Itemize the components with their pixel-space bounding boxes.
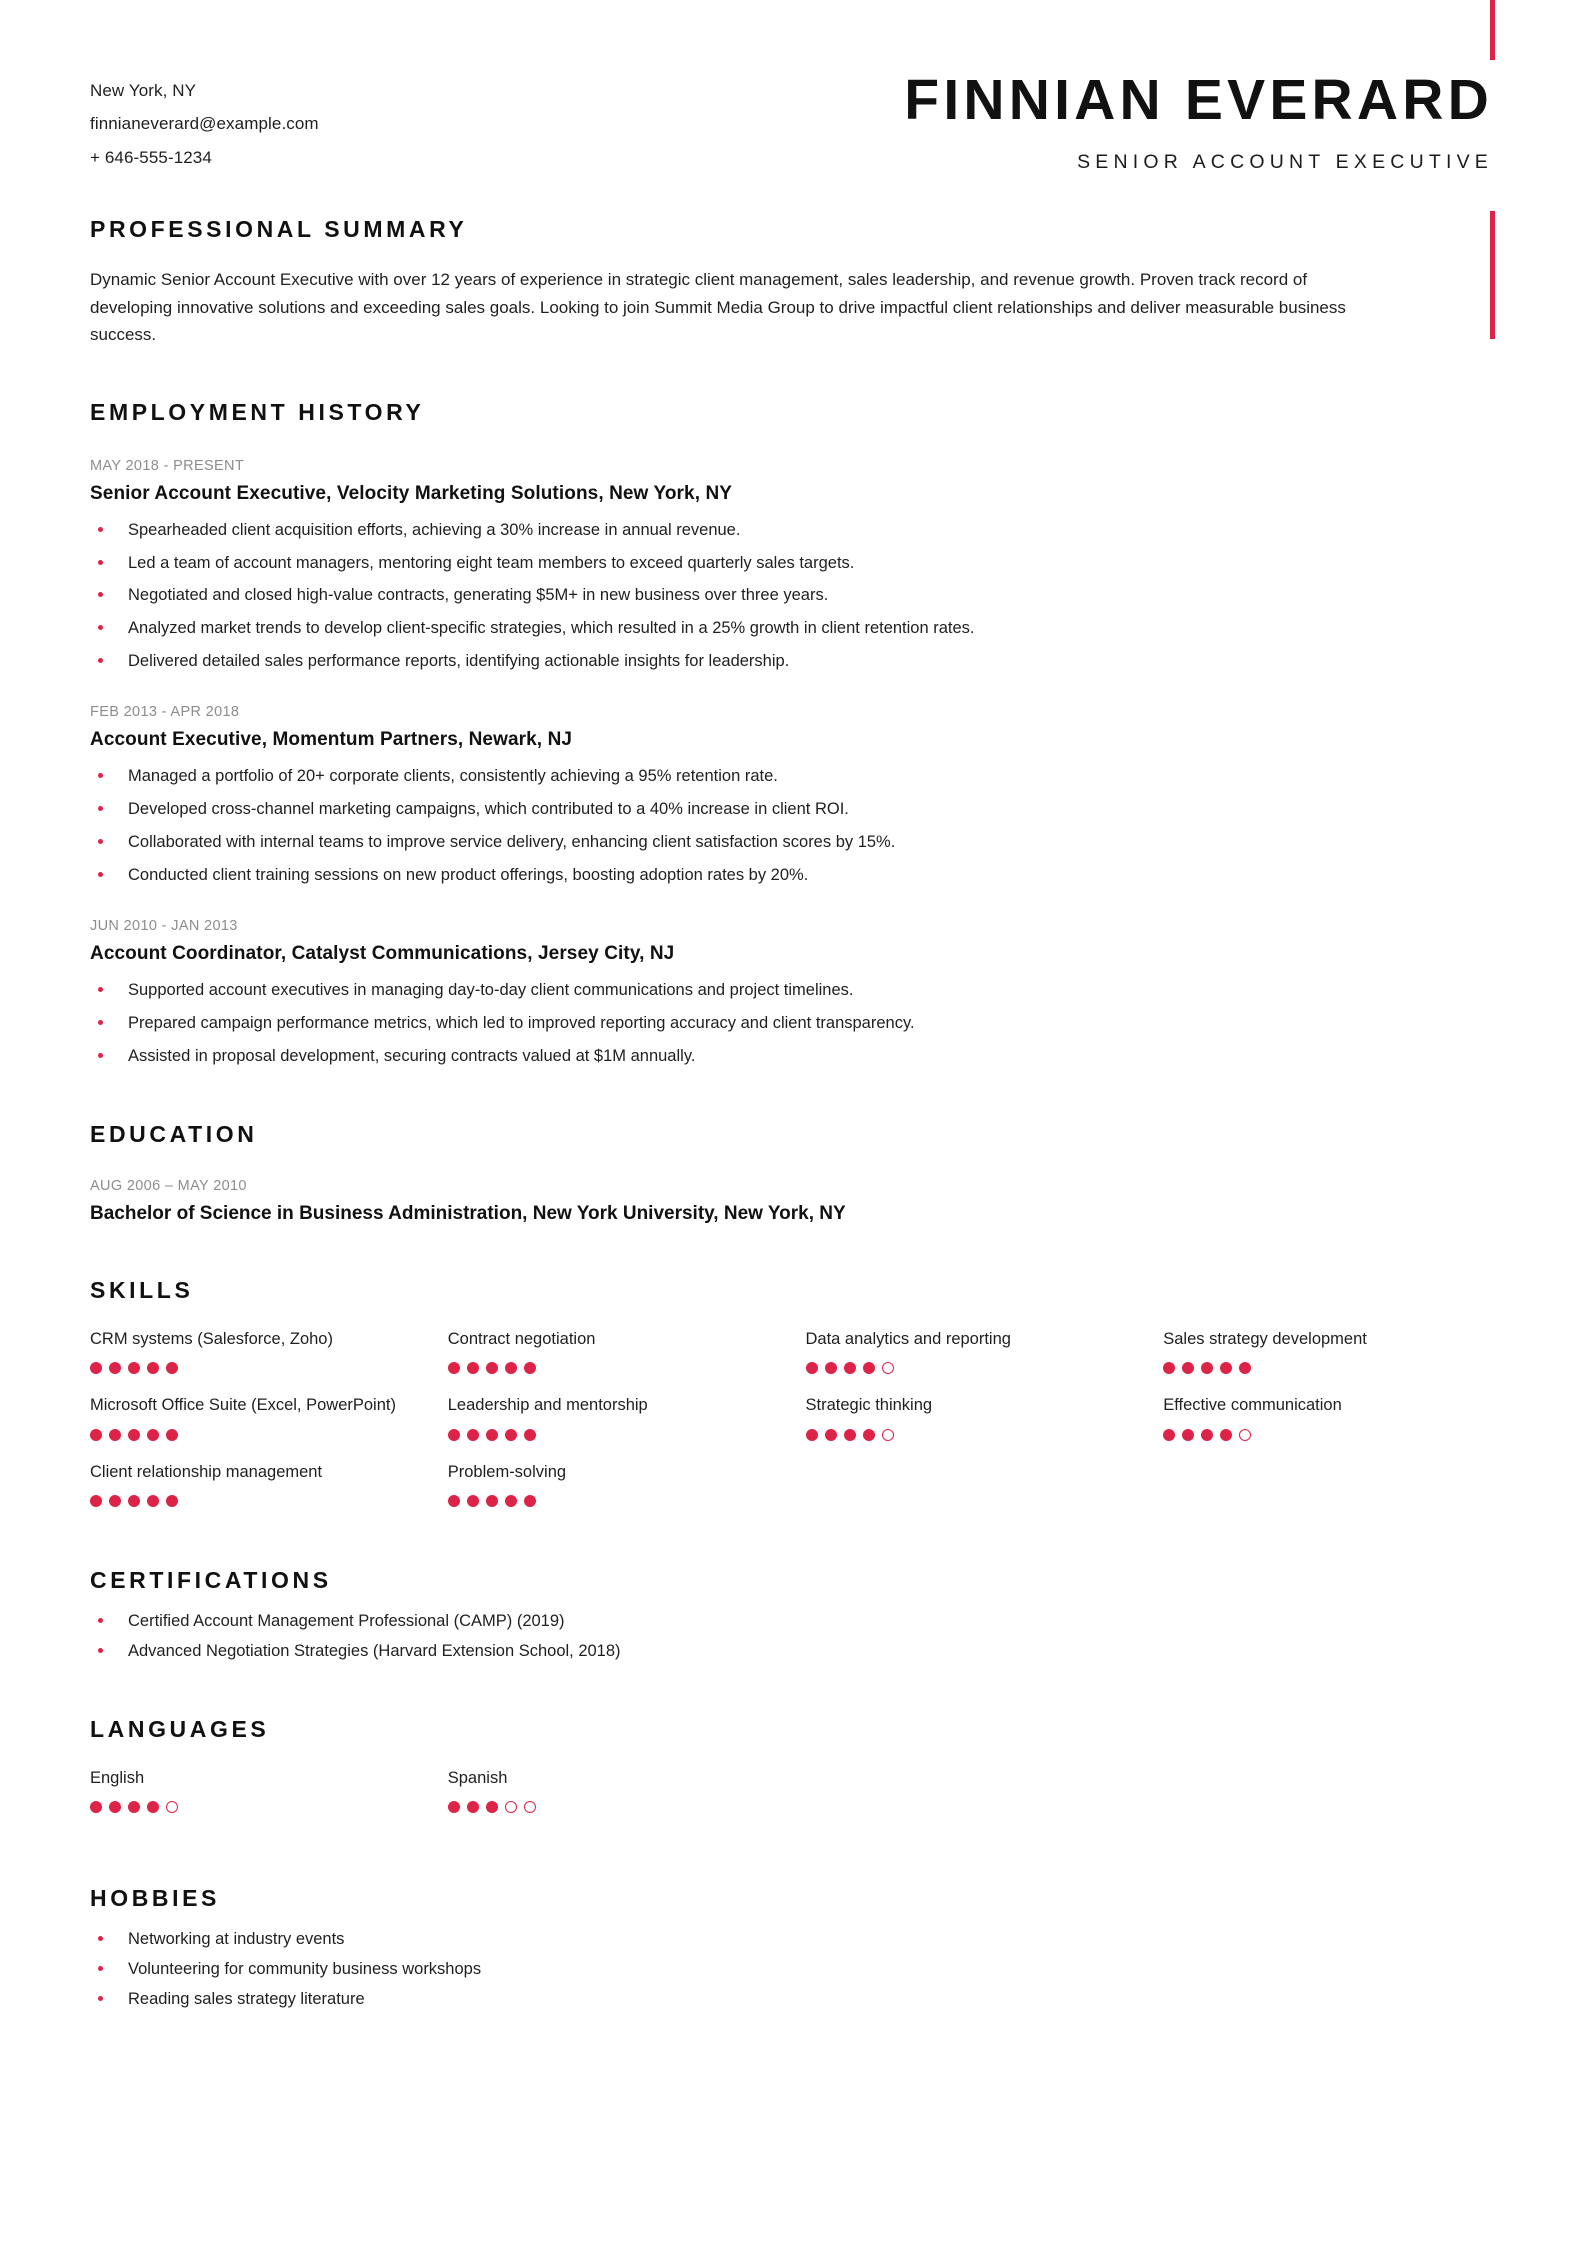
section-education	[90, 1121, 1493, 1225]
skill-item	[90, 1394, 420, 1442]
resume-content	[0, 216, 1588, 2012]
jobs-container	[90, 458, 1493, 1069]
skill-label: Data analytics and reporting	[805, 1329, 1011, 1348]
job-bullets	[90, 979, 1493, 1069]
education-container	[90, 1178, 1493, 1225]
skill-rating	[90, 1427, 420, 1443]
skill-label: Contract negotiation	[447, 1329, 596, 1348]
rating-dot-filled	[1182, 1362, 1194, 1374]
skill-rating	[448, 1360, 778, 1376]
skill-label: CRM systems (Salesforce, Zoho)	[90, 1329, 333, 1348]
job-bullet-item: Developed cross-channel marketing campaigns, which contributed to a 40% increase in client ROI.	[90, 798, 1493, 822]
hobby-item: Networking at industry events	[90, 1928, 1493, 1952]
rating-dot-filled	[806, 1362, 818, 1374]
education-dates: AUG 2006 – MAY 2010	[90, 1177, 247, 1194]
rating-dot-filled	[128, 1362, 140, 1374]
rating-dot-filled	[844, 1429, 856, 1441]
rating-dot-filled	[863, 1429, 875, 1441]
education-entry	[90, 1178, 1493, 1225]
skill-label: Problem-solving	[447, 1462, 567, 1481]
rating-dot-filled	[524, 1495, 536, 1507]
certification-item: Certified Account Management Professional (CAMP) (2019)	[90, 1610, 1493, 1634]
skill-rating	[806, 1427, 1136, 1443]
skill-rating	[1163, 1360, 1493, 1376]
section-employment-history	[90, 399, 1493, 1069]
section-languages	[90, 1716, 1493, 1833]
rating-dot-filled	[467, 1495, 479, 1507]
resume-header	[0, 0, 1588, 174]
rating-dot-filled	[90, 1495, 102, 1507]
job-entry	[90, 704, 1493, 888]
rating-dot-filled	[147, 1495, 159, 1507]
rating-dot-filled	[825, 1429, 837, 1441]
skill-item	[806, 1328, 1136, 1376]
rating-dot-filled	[806, 1429, 818, 1441]
job-heading: Account Coordinator, Catalyst Communications, Jersey City, NJ	[90, 942, 675, 964]
job-heading: Account Executive, Momentum Partners, Newark, NJ	[90, 729, 573, 751]
skill-label: Sales strategy development	[1163, 1329, 1367, 1348]
skill-label: Strategic thinking	[805, 1396, 933, 1415]
contact-phone[interactable]: + 646-555-1234	[90, 147, 212, 167]
section-certifications	[90, 1567, 1493, 1664]
job-bullet-item: Negotiated and closed high-value contracts, generating $5M+ in new business over three years.	[90, 584, 1493, 608]
rating-dot-filled	[1220, 1362, 1232, 1374]
language-label: Spanish	[447, 1768, 508, 1787]
skill-rating	[90, 1360, 420, 1376]
skill-rating	[806, 1360, 1136, 1376]
section-title-certifications: CERTIFICATIONS	[90, 1566, 332, 1593]
skill-item	[90, 1461, 420, 1509]
job-bullet-item: Led a team of account managers, mentoring eight team members to exceed quarterly sales targets.	[90, 552, 1493, 576]
hobby-item: Reading sales strategy literature	[90, 1988, 1493, 2012]
rating-dot-filled	[486, 1362, 498, 1374]
skill-label: Client relationship management	[90, 1462, 323, 1481]
skill-item	[448, 1394, 778, 1442]
skill-label: Microsoft Office Suite (Excel, PowerPoint)	[90, 1396, 396, 1415]
language-item	[90, 1767, 420, 1815]
hobbies-list	[90, 1928, 1493, 2012]
rating-dot-filled	[467, 1362, 479, 1374]
job-bullet-item: Prepared campaign performance metrics, which led to improved reporting accuracy and client transparency.	[90, 1012, 1493, 1036]
section-hobbies	[90, 1885, 1493, 2012]
rating-dot-filled	[147, 1362, 159, 1374]
skill-rating	[1163, 1427, 1493, 1443]
skills-grid	[90, 1328, 1493, 1527]
section-title-education: EDUCATION	[90, 1120, 258, 1147]
rating-dot-filled	[109, 1495, 121, 1507]
education-heading: Bachelor of Science in Business Administration, New York University, New York, NY	[90, 1202, 846, 1224]
job-entry	[90, 918, 1493, 1069]
rating-dot-filled	[844, 1362, 856, 1374]
rating-dot-filled	[486, 1801, 498, 1813]
section-professional-summary	[90, 216, 1493, 349]
section-title-skills: SKILLS	[90, 1276, 194, 1303]
rating-dot-filled	[467, 1429, 479, 1441]
job-dates: MAY 2018 - PRESENT	[90, 457, 245, 474]
rating-dot-filled	[486, 1495, 498, 1507]
rating-dot-filled	[147, 1429, 159, 1441]
section-title-languages: LANGUAGES	[90, 1715, 270, 1742]
language-label: English	[90, 1768, 145, 1787]
rating-dot-filled	[825, 1362, 837, 1374]
job-dates: FEB 2013 - APR 2018	[90, 704, 240, 721]
rating-dot-filled	[1163, 1362, 1175, 1374]
rating-dot-filled	[1182, 1429, 1194, 1441]
skill-item	[1163, 1328, 1493, 1376]
rating-dot-empty	[166, 1801, 178, 1813]
rating-dot-filled	[448, 1801, 460, 1813]
rating-dot-filled	[486, 1429, 498, 1441]
job-bullet-item: Conducted client training sessions on new product offerings, boosting adoption rates by 20%.	[90, 864, 1493, 888]
language-rating	[90, 1799, 420, 1815]
rating-dot-filled	[109, 1801, 121, 1813]
rating-dot-filled	[448, 1495, 460, 1507]
skill-item	[448, 1461, 778, 1509]
rating-dot-filled	[448, 1362, 460, 1374]
contact-block	[90, 72, 319, 168]
rating-dot-filled	[109, 1362, 121, 1374]
rating-dot-filled	[863, 1362, 875, 1374]
job-bullet-item: Spearheaded client acquisition efforts, achieving a 30% increase in annual revenue.	[90, 519, 1493, 543]
rating-dot-filled	[128, 1495, 140, 1507]
job-bullet-item: Collaborated with internal teams to improve service delivery, enhancing client satisfaction scores by 15%.	[90, 831, 1493, 855]
contact-email[interactable]: finnianeverard@example.com	[90, 114, 319, 134]
hobby-item: Volunteering for community business workshops	[90, 1958, 1493, 1982]
rating-dot-filled	[1163, 1429, 1175, 1441]
section-title-employment: EMPLOYMENT HISTORY	[90, 398, 425, 425]
rating-dot-empty	[882, 1362, 894, 1374]
section-title-hobbies: HOBBIES	[90, 1885, 220, 1912]
job-bullet-item: Managed a portfolio of 20+ corporate clients, consistently achieving a 95% retention rate.	[90, 765, 1493, 789]
job-bullet-item: Delivered detailed sales performance reports, identifying actionable insights for leadership.	[90, 650, 1493, 674]
candidate-job-title: SENIOR ACCOUNT EXECUTIVE	[1077, 151, 1493, 173]
skill-rating	[448, 1493, 778, 1509]
skill-rating	[90, 1493, 420, 1509]
rating-dot-filled	[524, 1362, 536, 1374]
job-bullet-item: Supported account executives in managing day-to-day client communications and project timelines.	[90, 979, 1493, 1003]
rating-dot-filled	[505, 1495, 517, 1507]
rating-dot-empty	[1239, 1429, 1251, 1441]
rating-dot-empty	[524, 1801, 536, 1813]
certification-item: Advanced Negotiation Strategies (Harvard Extension School, 2018)	[90, 1640, 1493, 1664]
skill-item	[1163, 1394, 1493, 1442]
job-bullets	[90, 765, 1493, 888]
job-heading: Senior Account Executive, Velocity Marketing Solutions, New York, NY	[90, 482, 733, 504]
skill-item	[90, 1328, 420, 1376]
rating-dot-filled	[147, 1801, 159, 1813]
rating-dot-filled	[505, 1429, 517, 1441]
certifications-list	[90, 1610, 1493, 1664]
rating-dot-filled	[90, 1362, 102, 1374]
contact-location: New York, NY	[90, 81, 197, 100]
rating-dot-filled	[1239, 1362, 1251, 1374]
rating-dot-filled	[505, 1362, 517, 1374]
rating-dot-filled	[90, 1429, 102, 1441]
rating-dot-filled	[166, 1362, 178, 1374]
skill-label: Effective communication	[1163, 1396, 1342, 1415]
job-bullet-item: Analyzed market trends to develop client-specific strategies, which resulted in a 25% growth in client retention rates.	[90, 617, 1493, 641]
rating-dot-filled	[1201, 1362, 1213, 1374]
summary-paragraph: Dynamic Senior Account Executive with over 12 years of experience in strategic client management, sales leadership, and revenue growth. Proven track record of developing innovative solutions and exceeding sales goals. Looking to join Summit Media Group to drive impactful client relationships and deliver measurable business success.	[90, 270, 1346, 345]
rating-dot-filled	[1220, 1429, 1232, 1441]
rating-dot-filled	[467, 1801, 479, 1813]
rating-dot-empty	[882, 1429, 894, 1441]
rating-dot-filled	[128, 1429, 140, 1441]
language-rating	[448, 1799, 778, 1815]
job-bullet-item: Assisted in proposal development, securing contracts valued at $1M annually.	[90, 1045, 1493, 1069]
language-item	[448, 1767, 778, 1815]
rating-dot-filled	[524, 1429, 536, 1441]
skill-item	[448, 1328, 778, 1376]
identity-block	[319, 68, 1493, 174]
job-entry	[90, 458, 1493, 675]
skill-rating	[448, 1427, 778, 1443]
rating-dot-filled	[109, 1429, 121, 1441]
rating-dot-filled	[448, 1429, 460, 1441]
section-skills	[90, 1277, 1493, 1527]
rating-dot-filled	[90, 1801, 102, 1813]
skill-label: Leadership and mentorship	[447, 1396, 648, 1415]
rating-dot-filled	[166, 1429, 178, 1441]
section-title-summary: PROFESSIONAL SUMMARY	[90, 216, 468, 242]
job-dates: JUN 2010 - JAN 2013	[90, 917, 238, 934]
languages-grid	[90, 1767, 1493, 1833]
skill-item	[806, 1394, 1136, 1442]
candidate-name: FINNIAN EVERARD	[904, 68, 1493, 132]
rating-dot-filled	[1201, 1429, 1213, 1441]
rating-dot-filled	[128, 1801, 140, 1813]
job-bullets	[90, 519, 1493, 675]
accent-bar-second	[1490, 211, 1495, 339]
rating-dot-filled	[166, 1495, 178, 1507]
rating-dot-empty	[505, 1801, 517, 1813]
